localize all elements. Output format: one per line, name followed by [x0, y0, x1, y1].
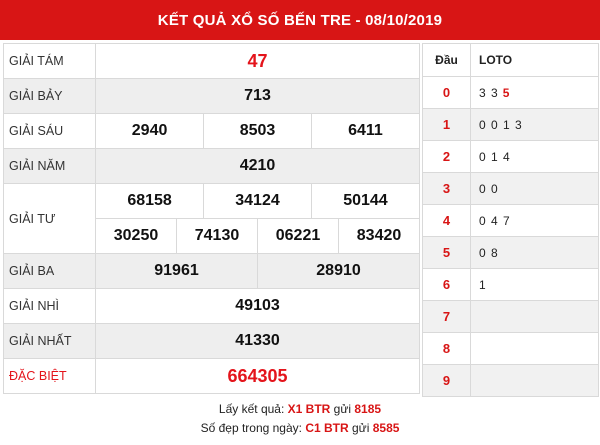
prize-value: 68158 [96, 184, 204, 218]
loto-row [423, 269, 599, 301]
prize-row-nam [4, 149, 420, 184]
loto-head: 0 [423, 77, 471, 109]
loto-tails [471, 77, 599, 109]
loto-tail-digits: 1 [479, 277, 487, 292]
sms-number: 8185 [354, 402, 382, 416]
loto-tails [471, 237, 599, 269]
loto-header-tail: LOTO [471, 44, 599, 77]
prize-row-nhi [4, 289, 420, 324]
footer [0, 400, 600, 438]
loto-tail-digits: 0 1 4 [479, 149, 511, 164]
loto-tails [471, 301, 599, 333]
prize-value: 47 [96, 44, 420, 79]
prize-row-ba [4, 254, 420, 289]
prize-row-tam [4, 44, 420, 79]
prize-value: 34124 [204, 184, 312, 218]
prize-value: 50144 [311, 184, 419, 218]
prize-label: GIẢI BẢY [4, 79, 96, 114]
loto-tail-digits: 0 0 1 3 [479, 117, 523, 132]
results-table [3, 43, 420, 394]
prize-label: GIẢI NHÌ [4, 289, 96, 324]
prize-label: GIẢI TÁM [4, 44, 96, 79]
loto-tails [471, 141, 599, 173]
prize-row-tu [4, 184, 420, 219]
prize-value: 91961 [96, 254, 258, 289]
prize-value: 6411 [311, 114, 419, 148]
prize-value: 2940 [96, 114, 204, 148]
loto-tails [471, 173, 599, 205]
footer-text: gửi [330, 402, 355, 416]
loto-row [423, 237, 599, 269]
prize-label: GIẢI NHẤT [4, 324, 96, 359]
loto-row [423, 173, 599, 205]
loto-tails [471, 269, 599, 301]
loto-head: 5 [423, 237, 471, 269]
prize-row-bay [4, 79, 420, 114]
footer-line-1 [0, 400, 600, 419]
loto-head: 1 [423, 109, 471, 141]
loto-header-head: Đầu [423, 44, 471, 77]
prize-label: GIẢI BA [4, 254, 96, 289]
loto-table [422, 43, 599, 397]
prize-value: 664305 [96, 359, 420, 394]
loto-head: 4 [423, 205, 471, 237]
footer-text: gửi [348, 421, 373, 435]
prize-row-dacbiet [4, 359, 420, 394]
loto-tails [471, 365, 599, 397]
prize-label: GIẢI TƯ [4, 184, 96, 254]
footer-line-2 [0, 419, 600, 438]
loto-row [423, 141, 599, 173]
loto-row [423, 333, 599, 365]
prize-value: 30250 [96, 219, 177, 254]
page-title: KẾT QUẢ XỔ SỐ BẾN TRE - 08/10/2019 [0, 0, 600, 40]
loto-head: 3 [423, 173, 471, 205]
loto-tails [471, 333, 599, 365]
prize-value: 74130 [177, 219, 258, 254]
prize-value: 28910 [258, 254, 420, 289]
prize-row-nhat [4, 324, 420, 359]
loto-row [423, 77, 599, 109]
prize-row-sau [4, 114, 420, 149]
loto-tail-digits: 0 0 [479, 181, 499, 196]
loto-tails [471, 205, 599, 237]
loto-head: 8 [423, 333, 471, 365]
loto-tail-digits: 0 8 [479, 245, 499, 260]
prize-value: 4210 [96, 149, 420, 184]
loto-head: 6 [423, 269, 471, 301]
sms-code: X1 BTR [287, 402, 331, 416]
prize-label: GIẢI NĂM [4, 149, 96, 184]
loto-head: 2 [423, 141, 471, 173]
footer-text: Số đẹp trong ngày: [200, 421, 306, 435]
loto-head: 7 [423, 301, 471, 333]
prize-value: 713 [96, 79, 420, 114]
loto-header [423, 44, 599, 77]
prize-label: GIẢI SÁU [4, 114, 96, 149]
prize-label: ĐẶC BIỆT [4, 359, 96, 394]
sms-code: C1 BTR [305, 421, 349, 435]
sms-number: 8585 [372, 421, 400, 435]
prize-value: 41330 [96, 324, 420, 359]
prize-value: 49103 [96, 289, 420, 324]
loto-head: 9 [423, 365, 471, 397]
loto-row [423, 301, 599, 333]
prize-value: 8503 [204, 114, 312, 148]
loto-tail-digits: 3 3 [479, 85, 499, 100]
loto-tail-highlight: 5 [502, 85, 511, 100]
loto-tail-digits: 0 4 7 [479, 213, 511, 228]
prize-value: 06221 [258, 219, 339, 254]
footer-text: Lấy kết quả: [218, 402, 288, 416]
loto-row [423, 205, 599, 237]
loto-row [423, 365, 599, 397]
loto-row [423, 109, 599, 141]
prize-value: 83420 [339, 219, 420, 254]
loto-tails [471, 109, 599, 141]
